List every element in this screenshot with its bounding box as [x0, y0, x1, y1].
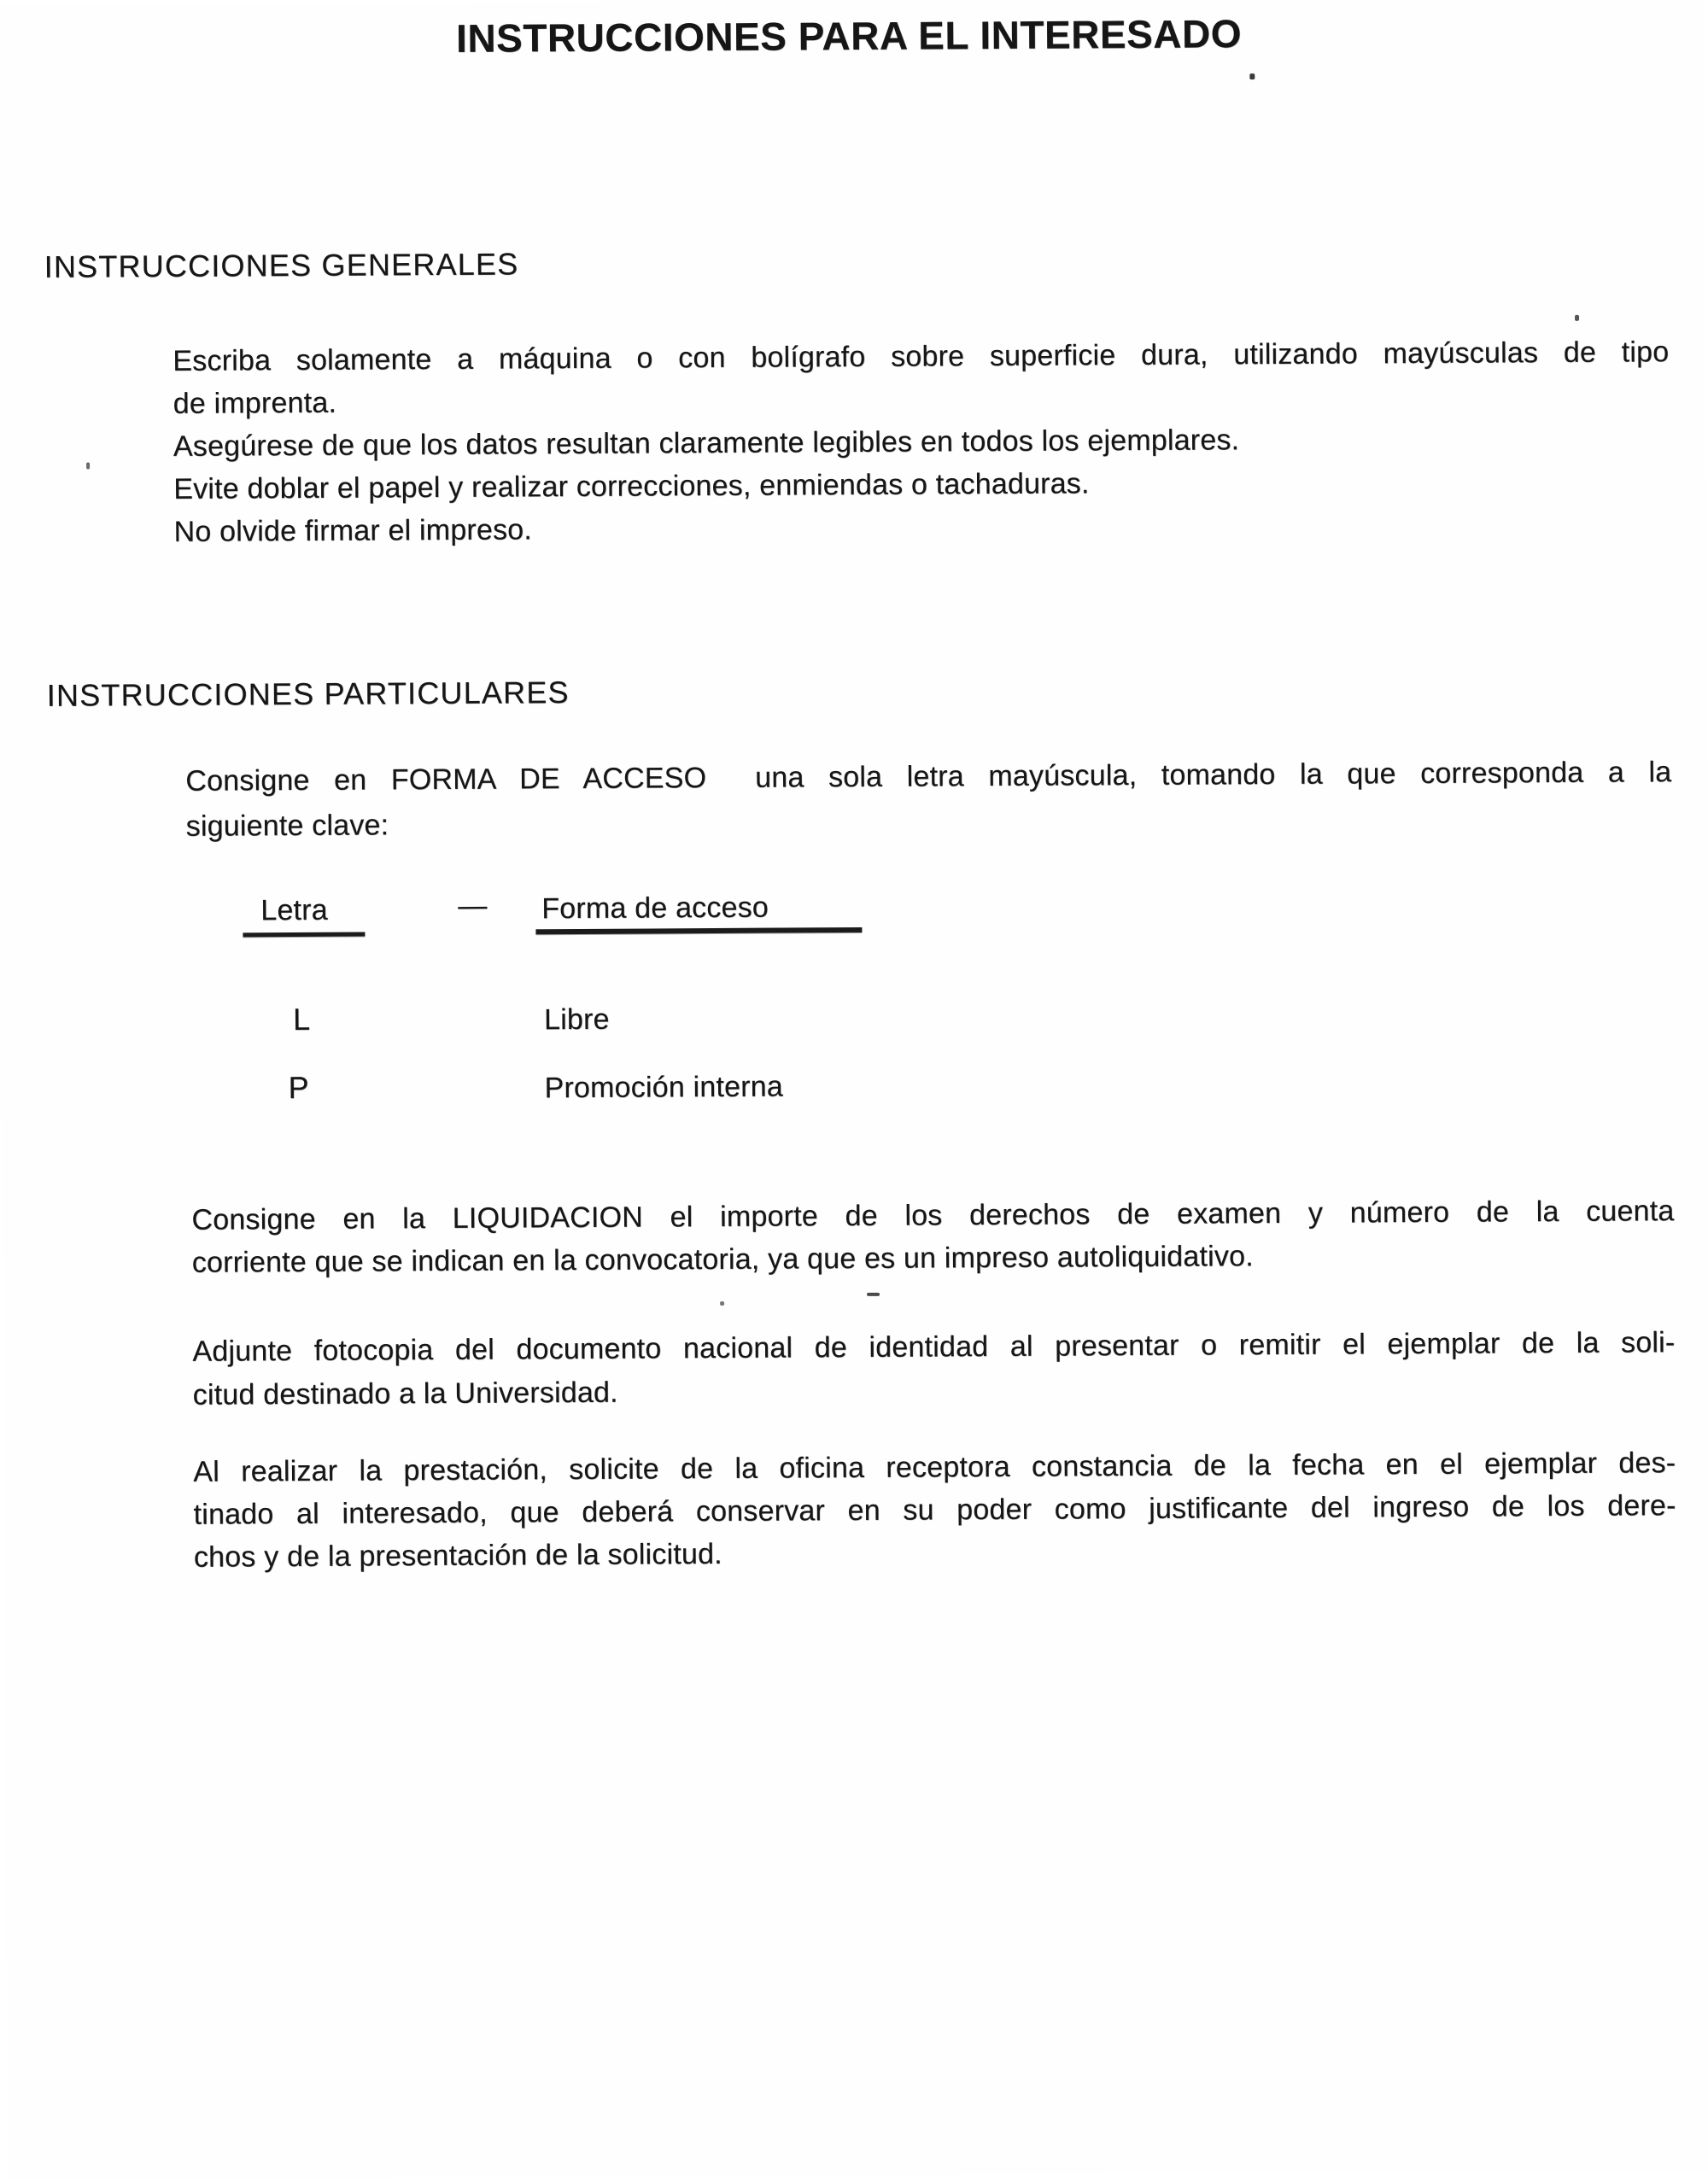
scan-speck	[86, 462, 90, 469]
section-heading-particulares: INSTRUCCIONES PARTICULARES	[46, 675, 570, 713]
access-table-letter: L	[292, 1001, 311, 1037]
access-table-letter: P	[288, 1069, 309, 1106]
scan-speck	[720, 1301, 724, 1306]
prestacion-line: chos y de la presentación de la solicitud.	[193, 1537, 722, 1574]
generales-line: Escriba solamente a máquina o con bolígrafo sobre superficie dura, utilizando mayúsculas de tipo	[173, 336, 1670, 377]
liquidacion-line: Consigne en la LIQUIDACION el importe de los derechos de examen y número de la cuenta	[191, 1195, 1675, 1236]
access-table-access: Libre	[543, 1002, 610, 1037]
access-table-separator: —	[458, 889, 488, 922]
prestacion-line: Al realizar la prestación, solicite de la oficina receptora constancia de la fecha en el ejemplar des-	[193, 1447, 1676, 1488]
particulares-intro-line: Consigne en FORMA DE ACCESO una sola letra mayúscula, tomando la que corresponda a la	[185, 756, 1672, 798]
scan-speck	[1249, 73, 1255, 79]
access-header-underline	[535, 927, 862, 934]
access-table-letter-header: Letra	[260, 893, 328, 927]
access-table-access-header: Forma de acceso	[541, 891, 769, 926]
liquidacion-line: corriente que se indican en la convocatoria, ya que es un impreso autoliquidativo.	[191, 1240, 1254, 1279]
generales-line: Asegúrese de que los datos resultan claramente legibles en todos los ejemplares.	[173, 424, 1240, 463]
scan-speck	[1575, 315, 1579, 321]
prestacion-line: tinado al interesado, que deberá conservar en su poder como justificante del ingreso de los dere-	[193, 1489, 1676, 1531]
adjunte-line: Adjunte fotocopia del documento nacional de identidad al presentar o remitir el ejemplar de la soli-	[192, 1326, 1676, 1368]
access-table-access: Promoción interna	[544, 1070, 783, 1105]
letter-header-underline	[243, 932, 365, 937]
generales-line: de imprenta.	[173, 386, 337, 420]
adjunte-line: citud destinado a la Universidad.	[192, 1376, 618, 1411]
particulares-intro-line: siguiente clave:	[185, 809, 389, 843]
page-title: INSTRUCCIONES PARA EL INTERESADO	[455, 11, 1243, 61]
section-heading-generales: INSTRUCCIONES GENERALES	[44, 246, 519, 284]
scan-speck	[867, 1293, 880, 1296]
generales-line: Evite doblar el papel y realizar correcciones, enmiendas o tachaduras.	[173, 467, 1090, 506]
generales-line: No olvide firmar el impreso.	[173, 513, 533, 548]
